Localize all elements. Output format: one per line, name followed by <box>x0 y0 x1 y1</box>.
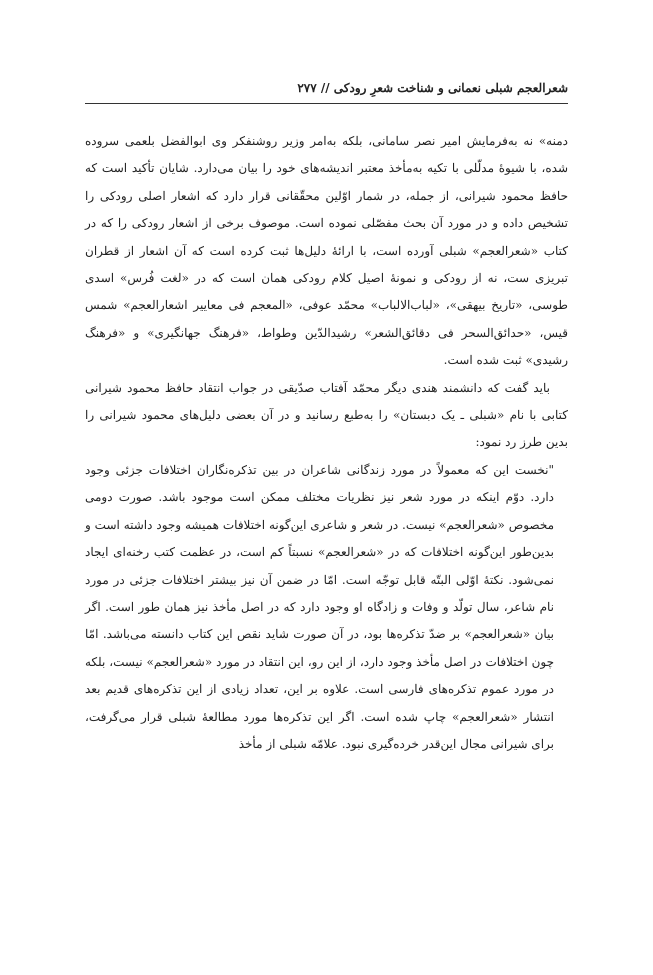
paragraph-2: باید گفت که دانشمند هندی دیگر محمّد آفتاب صدّیقی در جواب انتقاد حافظ محمود شیرانی کتابی با نام «شبلی ـ یک دبستان» را به‌طبع رسانید و در آن بعضی دلیل‌های محمود شیرانی را بدین طرز رد نمود: <box>85 380 568 450</box>
paragraph-1: دمنه» نه به‌فرمایش امیر نصر سامانی، بلکه به‌امر وزیر روشنفکر وی ابوالفضل بلعمی سروده شده، با شیوهٔ مدلّلی با تکیه به‌مأخذ معتبر اندیشه‌های خود را بیان می‌دارد. شایان تأکید است که حافظ محمود شیرانی، از جمله، در شمار اوّلین محقّقانی قرار دارد که اشعار اصلی رودکی را تشخیص داده و در مورد آن بحث مفصّلی نموده است. موصوف برخی از اشعار رودکی را که در کتاب «شعرالعجم» شبلی آورده است، با ارائهٔ دلیل‌ها ثبت کرده است که آن اشعار از قطران تبریزی ست، نه از رودکی و نمونهٔ اصیل کلام رودکی همان است که در «لغت فُرس» اسدی طوسی، «تاریخ بیهقی»، «لباب‌الالباب» محمّد عوفی، «المعجم فی معاییر اشعارالعجم» شمس قیس، «حدائق‌السحر فی دقائق‌الشعر» رشیدالدّین وطواط، «فرهنگ جهانگیری» و «فرهنگ رشیدی» ثبت شده است. <box>85 134 568 368</box>
page-number: ۲۷۷ <box>297 81 317 95</box>
running-header <box>85 79 568 97</box>
block-quote: "نخست این که معمولاً در مورد زندگانی شاعران در بین تذکره‌نگاران اختلافات جزئی وجود دارد. دوّم اینکه در مورد شعر نیز نظریات مختلف ممکن است موجود باشد. صورت دومی مخصوص «شعرالعجم» نیست. در شعر و شاعری این‌گونه اختلافات همیشه وجود داشته است و بدین‌طور این‌گونه اختلافات که در «شعرالعجم» نسبتاً کم است، در عظمت کتب رخنه‌ای ایجاد نمی‌شود. نکتهٔ اوّلی البتّه قابل توجّه است. امّا در ضمن آن نیز بیشتر اختلافات جزئی در مورد نام شاعر، سال تولّد و وفات و زادگاه او وجود دارد که در اصل مأخذ نیز همان طور است. اگر بیان «شعرالعجم» بر ضدّ تذکره‌ها بود، در آن صورت شاید نقص این کتاب دانسته می‌باشد. امّا چون اختلافات در اصل مأخذ وجود دارد، از این رو، این انتقاد در مورد «شعرالعجم» نیست، بلکه در مورد عموم تذکره‌های فارسی است. علاوه بر این، تعداد زیادی از این تذکره‌های قدیم بعد انتشار «شعرالعجم» چاپ شده است. اگر این تذکره‌ها مورد مطالعهٔ شبلی قرار می‌گرفت، برای شیرانی مجال این‌قدر خرده‌گیری نبود. علامّه شبلی از مأخذ <box>85 462 554 751</box>
header-separator: // <box>320 81 330 95</box>
body-text <box>85 128 568 758</box>
running-title: شعرالعجم شبلی نعمانی و شناخت شعرِ رودکی <box>333 81 568 95</box>
header-rule <box>85 103 568 104</box>
